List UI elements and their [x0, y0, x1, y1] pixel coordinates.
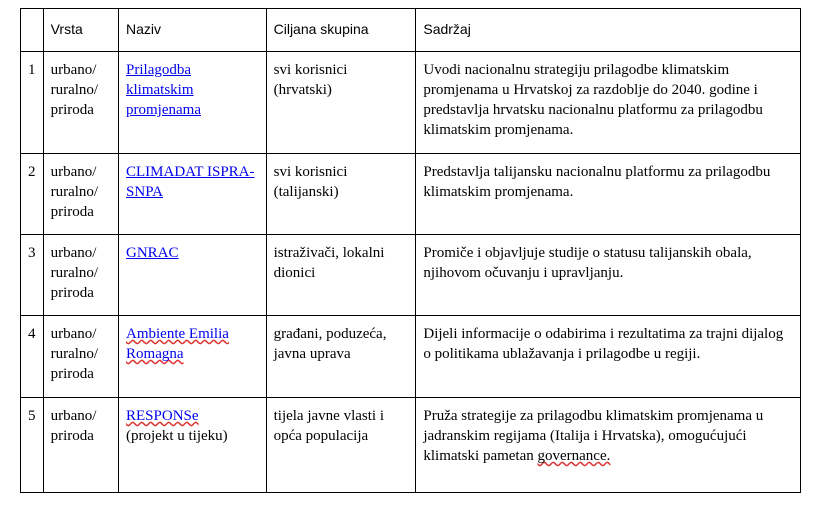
header-ciljana-skupina: Ciljana skupina: [266, 9, 416, 52]
vrsta-line: priroda: [50, 428, 94, 444]
row-number: 3: [21, 235, 44, 316]
header-number: [21, 9, 44, 52]
vrsta-line: urbano/: [50, 245, 97, 261]
row-vrsta: [43, 316, 118, 398]
row-vrsta: [43, 52, 118, 154]
naziv-link[interactable]: Ambiente Emilia Romagna: [126, 326, 229, 362]
row-vrsta: [43, 398, 118, 493]
row-sadrzaj: Promiče i objavljuje studije o statusu talijanskih obala, njihovom očuvanju i upravljanju.: [416, 235, 801, 316]
naziv-link[interactable]: Prilagodba klimatskim promjenama: [126, 62, 201, 118]
row-sadrzaj: Dijeli informacije o odabirima i rezultatima za trajni dijalog o politikama ublažavanja i prilagodbe u regiji.: [416, 316, 801, 398]
vrsta-line: ruralno/: [50, 82, 99, 98]
row-naziv: [119, 52, 267, 154]
vrsta-line: urbano/: [50, 62, 97, 78]
vrsta-line: priroda: [50, 285, 94, 301]
row-naziv: [119, 316, 267, 398]
table-row: [21, 235, 801, 316]
resource-table: [20, 8, 801, 493]
sadrzaj-main: Pruža strategije za prilagodbu klimatskim promjenama u jadranskim regijama (Italija i Hrvatska), omogućujući klimatski pametan: [423, 408, 764, 464]
sadrzaj-tail: governance.: [537, 448, 611, 464]
vrsta-line: urbano/: [50, 164, 97, 180]
naziv-link[interactable]: GNRAC: [126, 245, 179, 261]
table-row: [21, 154, 801, 235]
row-naziv: [119, 154, 267, 235]
table-row: [21, 398, 801, 493]
vrsta-line: priroda: [50, 102, 94, 118]
vrsta-line: priroda: [50, 366, 94, 382]
row-ciljana-skupina: svi korisnici (talijanski): [266, 154, 416, 235]
header-naziv: Naziv: [119, 9, 267, 52]
header-vrsta: Vrsta: [43, 9, 118, 52]
vrsta-line: priroda: [50, 204, 94, 220]
row-vrsta: [43, 154, 118, 235]
row-number: 4: [21, 316, 44, 398]
row-naziv: [119, 235, 267, 316]
header-sadrzaj: Sadržaj: [416, 9, 801, 52]
naziv-link[interactable]: RESPONSe: [126, 408, 199, 424]
row-number: 1: [21, 52, 44, 154]
table-row: [21, 52, 801, 154]
naziv-note: (projekt u tijeku): [126, 428, 228, 444]
vrsta-line: ruralno/: [50, 265, 99, 281]
row-vrsta: [43, 235, 118, 316]
vrsta-line: urbano/: [50, 326, 97, 342]
row-naziv: [119, 398, 267, 493]
row-number: 2: [21, 154, 44, 235]
row-ciljana-skupina: građani, poduzeća, javna uprava: [266, 316, 416, 398]
row-sadrzaj: Uvodi nacionalnu strategiju prilagodbe klimatskim promjenama u Hrvatskoj za razdoblje do 2040. godine i predstavlja hrvatsku nacionalnu platformu za prilagodbu klimatskim promjenama.: [416, 52, 801, 154]
row-sadrzaj: Predstavlja talijansku nacionalnu platformu za prilagodbu klimatskim promjenama.: [416, 154, 801, 235]
vrsta-line: urbano/: [50, 408, 97, 424]
row-ciljana-skupina: tijela javne vlasti i opća populacija: [266, 398, 416, 493]
row-number: 5: [21, 398, 44, 493]
vrsta-line: ruralno/: [50, 184, 99, 200]
vrsta-line: ruralno/: [50, 346, 99, 362]
row-sadrzaj: [416, 398, 801, 493]
row-ciljana-skupina: istraživači, lokalni dionici: [266, 235, 416, 316]
table-row: [21, 316, 801, 398]
table-header-row: [21, 9, 801, 52]
row-ciljana-skupina: svi korisnici (hrvatski): [266, 52, 416, 154]
naziv-link[interactable]: CLIMADAT ISPRA-SNPA: [126, 164, 255, 200]
